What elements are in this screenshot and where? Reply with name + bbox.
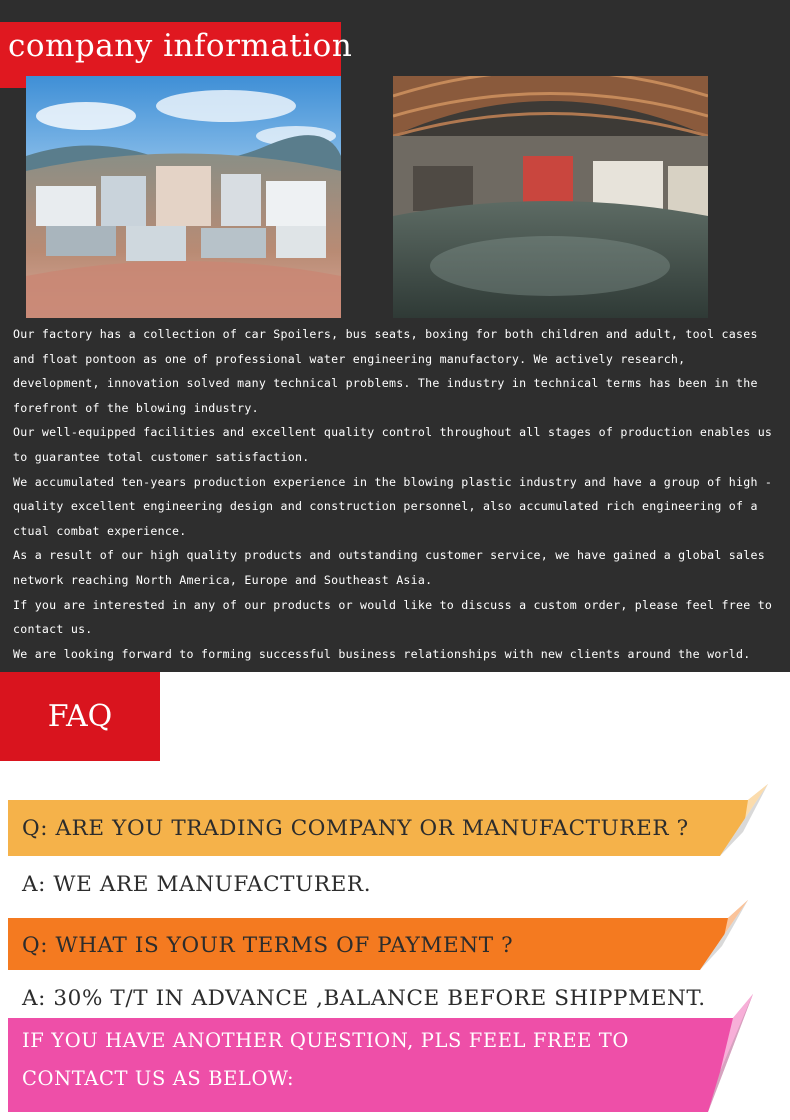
warehouse-interior-panorama-photo — [393, 76, 708, 318]
about-paragraph: We accumulated ten-years production experience in the blowing plastic industry and have a group of high -quality excellent engineering design and construction personnel, also accumulated rich engineering of a ctual combat experience. — [13, 474, 773, 538]
about-paragraph: We are looking forward to forming successful business relationships with new clients around the world. — [13, 646, 751, 661]
faq-question-text: Q: WHAT IS YOUR TERMS OF PAYMENT ? — [22, 932, 514, 958]
factory-aerial-panorama-photo — [26, 76, 341, 318]
company-information-heading: company information — [0, 22, 341, 88]
faq-question-ribbon — [8, 784, 778, 856]
company-description — [13, 322, 778, 666]
about-paragraph: As a result of our high quality products and outstanding customer service, we have gained a global sales network reaching North America, Europe and Southeast Asia. — [13, 548, 765, 587]
about-paragraph: Our factory has a collection of car Spoilers, bus seats, boxing for both children and adult, tool cases and float pontoon as one of professional water engineering manufactory. We actively research, development, innovation solved many technical problems. The industry in technical terms has been in the forefront of the blowing industry. — [13, 327, 758, 415]
faq-question-ribbon — [8, 900, 778, 972]
faq-answer-text: A: WE ARE MANUFACTURER. — [22, 872, 372, 897]
faq-question-text: Q: ARE YOU TRADING COMPANY OR MANUFACTURER ? — [22, 815, 689, 841]
faq-heading: FAQ — [0, 672, 160, 761]
about-paragraph: Our well-equipped facilities and excellent quality control throughout all stages of production enables us to guarantee total customer satisfaction. — [13, 425, 773, 464]
contact-note-text: IF YOU HAVE ANOTHER QUESTION, PLS FEEL FREE TO CONTACT US AS BELOW: — [22, 1029, 629, 1090]
about-paragraph: If you are interested in any of our products or would like to discuss a custom order, please feel free to contact us. — [13, 597, 773, 637]
faq-answer-text: A: 30% T/T IN ADVANCE ,BALANCE BEFORE SHIPPMENT. — [22, 986, 706, 1011]
